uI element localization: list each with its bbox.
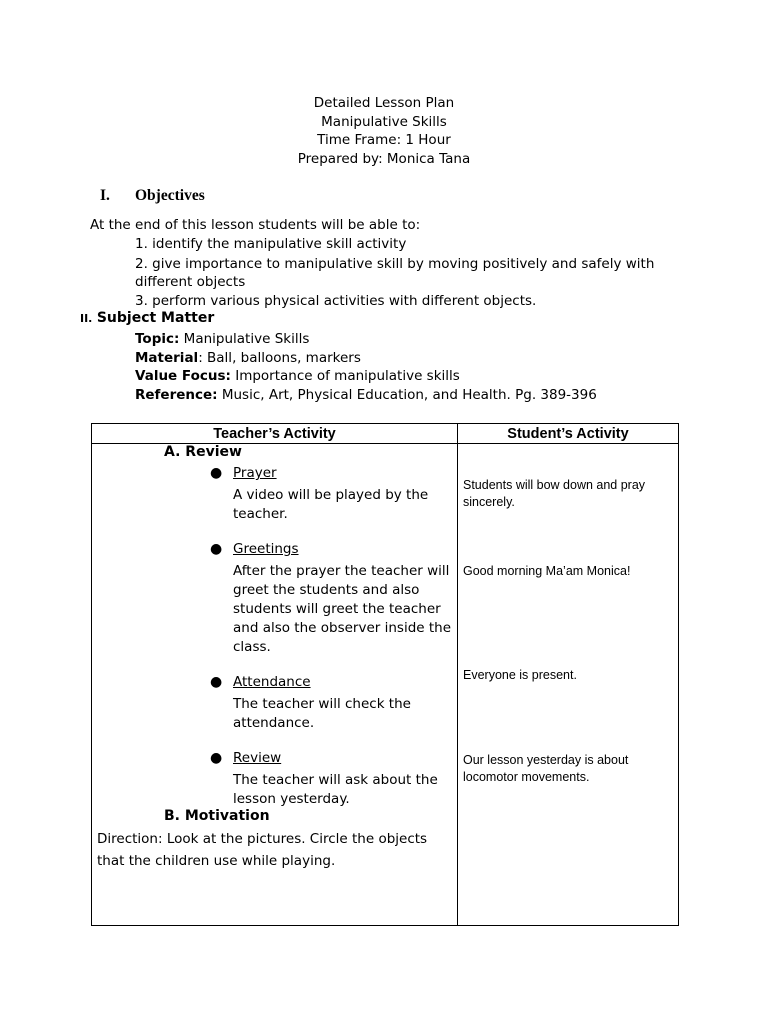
teacher-activity-cell — [92, 444, 458, 926]
value-focus-value: Importance of manipulative skills — [230, 368, 460, 384]
doc-author: Prepared by: Monica Tana — [297, 150, 471, 167]
prayer-label: Prayer — [233, 465, 277, 481]
objective-item-1: 1. identify the manipulative skill activity — [135, 236, 407, 252]
table-row — [92, 444, 679, 926]
objectives-intro: At the end of this lesson students will be able to: — [90, 217, 421, 233]
objective-item-2-cont: different objects — [135, 274, 246, 290]
objective-item-2: 2. give importance to manipulative skill by moving positively and safely with — [135, 256, 655, 272]
topic-value: Manipulative Skills — [179, 331, 310, 347]
subject-matter-numeral: II. — [80, 312, 93, 325]
review-description: The teacher will ask about the lesson yesterday. — [233, 772, 438, 807]
topic-line — [135, 330, 309, 349]
greetings-label: Greetings — [233, 541, 299, 557]
subject-matter-heading — [80, 310, 214, 326]
bullet-icon: ● — [210, 541, 223, 557]
bullet-icon: ● — [210, 750, 223, 766]
doc-time-frame: Time Frame: 1 Hour — [317, 132, 451, 148]
student-review-response: Our lesson yesterday is about locomotor movements. — [463, 753, 629, 784]
doc-title: Detailed Lesson Plan — [313, 95, 455, 111]
motivation-direction: Direction: Look at the pictures. Circle the objects that the children use while playing. — [97, 831, 428, 869]
motivation-heading: B. Motivation — [164, 808, 270, 824]
value-focus-label: Value Focus: — [135, 368, 231, 384]
student-activity-header: Student’s Activity — [458, 424, 679, 444]
bullet-icon: ● — [210, 674, 223, 690]
activity-table — [91, 423, 679, 926]
attendance-label: Attendance — [233, 674, 311, 690]
doc-subtitle: Manipulative Skills — [321, 113, 447, 130]
review-label: Review — [233, 750, 282, 766]
student-greetings-response: Good morning Ma’am Monica! — [463, 564, 631, 578]
teacher-activity-header: Teacher’s Activity — [92, 424, 458, 444]
objectives-title: Objectives — [135, 187, 205, 204]
review-heading: A. Review — [164, 444, 242, 460]
reference-label: Reference: — [135, 387, 218, 403]
bullet-icon: ● — [210, 465, 223, 481]
greetings-description: After the prayer the teacher will greet the students and also students will greet the teacher and also the observer inside the class. — [233, 563, 452, 655]
topic-label: Topic: — [135, 331, 180, 347]
material-line — [135, 349, 361, 368]
objectives-numeral: I. — [100, 187, 110, 204]
value-focus-line — [135, 367, 460, 386]
attendance-description: The teacher will check the attendance. — [233, 696, 411, 731]
student-activity-cell — [458, 444, 679, 926]
table-header-row — [92, 424, 679, 444]
material-label: Material — [135, 350, 199, 366]
objective-item-3: 3. perform various physical activities with different objects. — [135, 293, 537, 309]
reference-line — [135, 386, 597, 405]
student-prayer-response: Students will bow down and pray sincerely. — [463, 478, 646, 509]
student-attendance-response: Everyone is present. — [463, 668, 577, 682]
subject-matter-title: Subject Matter — [96, 310, 215, 326]
prayer-description: A video will be played by the teacher. — [233, 487, 429, 522]
material-value: : Ball, balloons, markers — [198, 350, 361, 366]
reference-value: Music, Art, Physical Education, and Health. Pg. 389-396 — [217, 387, 597, 403]
document-header — [0, 94, 768, 168]
